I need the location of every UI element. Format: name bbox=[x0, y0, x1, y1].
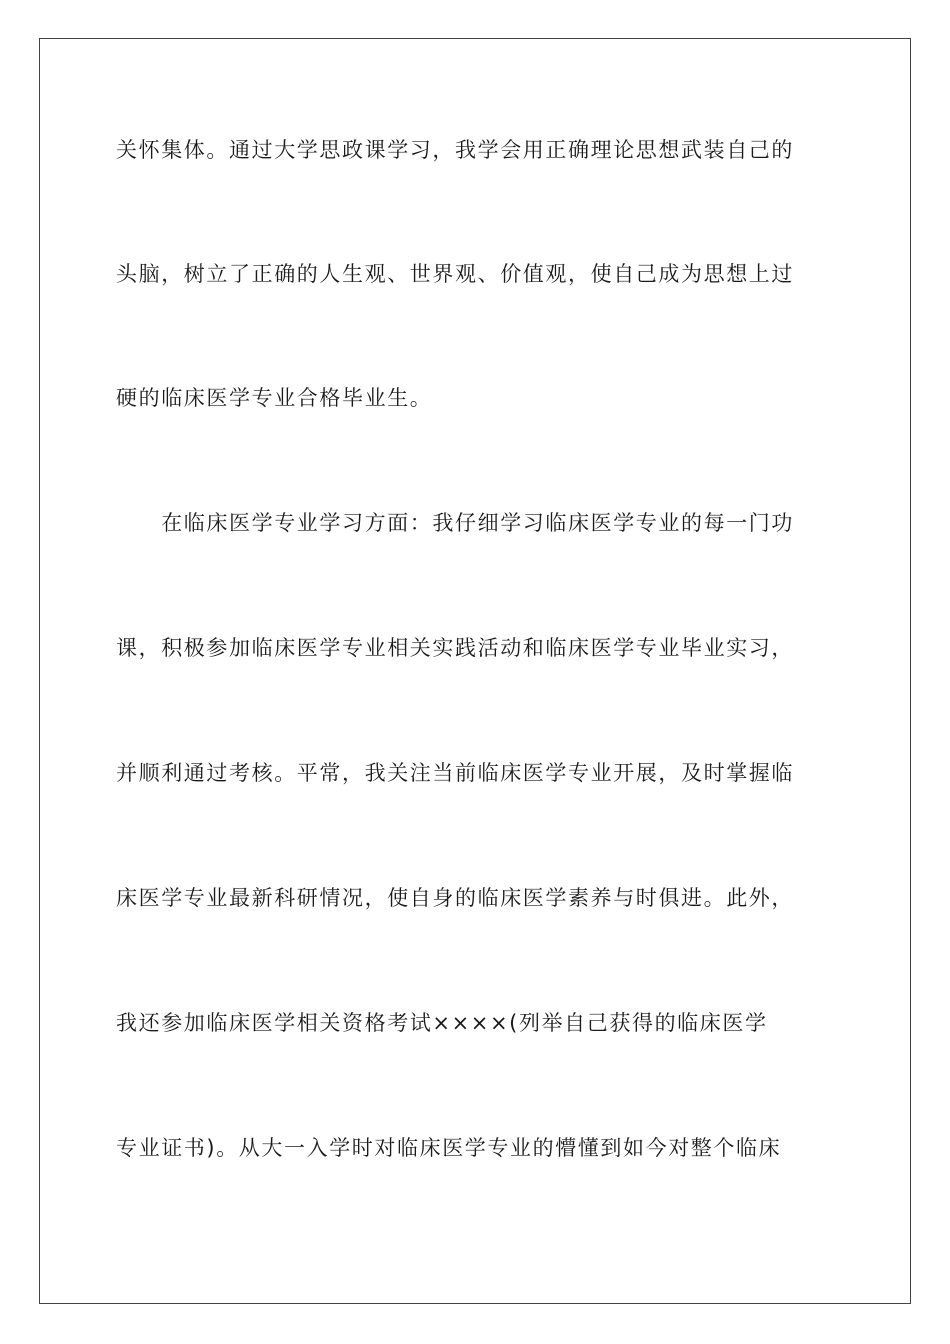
page-frame bbox=[39, 38, 911, 1304]
text-line-7: 床医学专业最新科研情况，使自身的临床医学素养与时俱进。此外， bbox=[116, 886, 794, 910]
text-line-2: 头脑，树立了正确的人生观、世界观、价值观，使自己成为思想上过 bbox=[116, 262, 794, 286]
text-line-9: 专业证书)。从大一入学时对临床医学专业的懵懂到如今对整个临床 bbox=[116, 1136, 782, 1160]
text-line-5: 课，积极参加临床医学专业相关实践活动和临床医学专业毕业实习， bbox=[116, 636, 794, 660]
text-line-3: 硬的临床医学专业合格毕业生。 bbox=[116, 386, 433, 410]
text-line-1: 关怀集体。通过大学思政课学习，我学会用正确理论思想武装自己的 bbox=[116, 138, 794, 162]
text-line-8: 我还参加临床医学相关资格考试××××(列举自己获得的临床医学 bbox=[116, 1011, 768, 1035]
text-line-6: 并顺利通过考核。平常，我关注当前临床医学专业开展，及时掌握临 bbox=[116, 761, 794, 785]
text-line-4: 在临床医学专业学习方面：我仔细学习临床医学专业的每一门功 bbox=[116, 511, 794, 535]
